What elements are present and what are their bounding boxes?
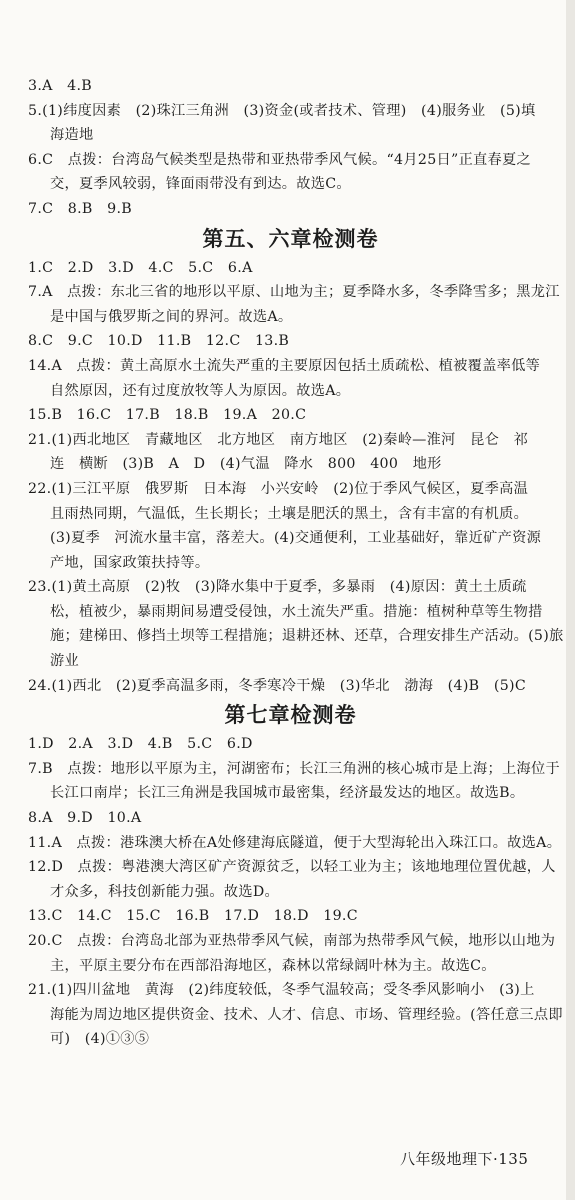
answer-line: (3)夏季 河流水量丰富，落差大。(4)交通便利，工业基础好，靠近矿产资源	[50, 530, 542, 547]
answer-line: 长江口南岸；长江三角洲是我国城市最密集，经济最发达的地区。故选B。	[50, 785, 525, 802]
answer-content	[28, 74, 564, 1052]
answer-line: 6.C 点拨：台湾岛气候类型是热带和亚热带季风气候。“4月25日”正直春夏之	[28, 151, 532, 168]
page-footer: 八年级地理下·135	[400, 1150, 529, 1168]
answer-line: 5.(1)纬度因素 (2)珠江三角洲 (3)资金(或者技术、管理) (4)服务业 (5)填	[28, 102, 536, 119]
answer-line: 1.C 2.D 3.D 4.C 5.C 6.A	[28, 259, 253, 276]
answer-line: 施；建梯田、修挡土坝等工程措施；退耕还林、还草，合理安排生产活动。(5)旅	[50, 628, 564, 645]
page-edge	[566, 0, 575, 1200]
answer-line: 是中国与俄罗斯之间的界河。故选A。	[50, 308, 293, 325]
answer-line: 可) (4)①③⑤	[50, 1031, 150, 1048]
answer-line: 连 横断 (3)B A D (4)气温 降水 800 400 地形	[50, 456, 442, 473]
answer-line: 8.A 9.D 10.A	[28, 810, 142, 827]
answer-block-chapter-4	[28, 74, 553, 222]
section-heading-chapter-5-6: 第五、六章检测卷	[202, 226, 379, 251]
answer-line: 且雨热同期，气温低，生长期长；土壤是肥沃的黑土，含有丰富的有机质。	[50, 505, 529, 522]
answer-line: 24.(1)西北 (2)夏季高温多雨，冬季寒冷干燥 (3)华北 渤海 (4)B (5)C	[28, 677, 527, 694]
answer-line: 自然原因，还有过度放牧等人为原因。故选A。	[50, 382, 351, 399]
answer-line: 7.A 点拨：东北三省的地形以平原、山地为主；夏季降水多，冬季降雪多；黑龙江	[28, 284, 560, 301]
answer-line: 7.C 8.B 9.B	[28, 200, 132, 217]
answer-line: 14.A 点拨：黄土高原水土流失严重的主要原因包括土质疏松、植被覆盖率低等	[28, 357, 541, 374]
answer-line: 产地，国家政策扶持等。	[50, 554, 210, 571]
answer-line: 松，植被少，暴雨期间易遭受侵蚀，水土流失严重。措施：植树种草等生物措	[50, 603, 543, 620]
answer-line: 才众多，科技创新能力强。故选D。	[50, 883, 279, 900]
answer-line: 海能为周边地区提供资金、技术、人才、信息、市场、管理经验。(答任意三点即	[50, 1006, 563, 1023]
section-heading-chapter-7: 第七章检测卷	[224, 703, 357, 728]
answer-block-chapter-7	[28, 732, 563, 1052]
answer-line: 主，平原主要分布在西部沿海地区，森林以常绿阔叶林为主。故选C。	[50, 957, 496, 974]
answer-line: 15.B 16.C 17.B 18.B 19.A 20.C	[28, 407, 307, 424]
answer-line: 11.A 点拨：港珠澳大桥在A处修建海底隧道，便于大型海轮出入珠江口。故选A。	[28, 834, 562, 851]
answer-line: 21.(1)西北地区 青藏地区 北方地区 南方地区 (2)秦岭—淮河 昆仑 祁	[28, 431, 529, 448]
answer-line: 游业	[50, 653, 79, 670]
answer-line: 海造地	[50, 127, 94, 144]
answer-line: 23.(1)黄土高原 (2)牧 (3)降水集中于夏季，多暴雨 (4)原因：黄土土质疏	[28, 579, 527, 596]
answer-line: 7.B 点拨：地形以平原为主，河湖密布；长江三角洲的核心城市是上海；上海位于	[28, 760, 560, 777]
answer-line: 交，夏季风较弱，锋面雨带没有到达。故选C。	[50, 176, 351, 193]
answer-block-chapter-5-6	[28, 256, 564, 699]
answer-line: 21.(1)四川盆地 黄海 (2)纬度较低，冬季气温较高；受冬季风影响小 (3)上	[28, 982, 535, 999]
answer-line: 22.(1)三江平原 俄罗斯 日本海 小兴安岭 (2)位于季风气候区，夏季高温	[28, 480, 529, 497]
answer-line: 3.A 4.B	[28, 78, 93, 94]
answer-line: 13.C 14.C 15.C 16.B 17.D 18.D 19.C	[28, 908, 358, 925]
answer-line: 8.C 9.C 10.D 11.B 12.C 13.B	[28, 333, 290, 350]
answer-line: 12.D 点拨：粤港澳大湾区矿产资源贫乏，以轻工业为主；该地地理位置优越，人	[28, 859, 556, 876]
answer-line: 1.D 2.A 3.D 4.B 5.C 6.D	[28, 736, 253, 753]
answer-line: 20.C 点拨：台湾岛北部为亚热带季风气候，南部为热带季风气候，地形以山地为	[28, 933, 556, 949]
